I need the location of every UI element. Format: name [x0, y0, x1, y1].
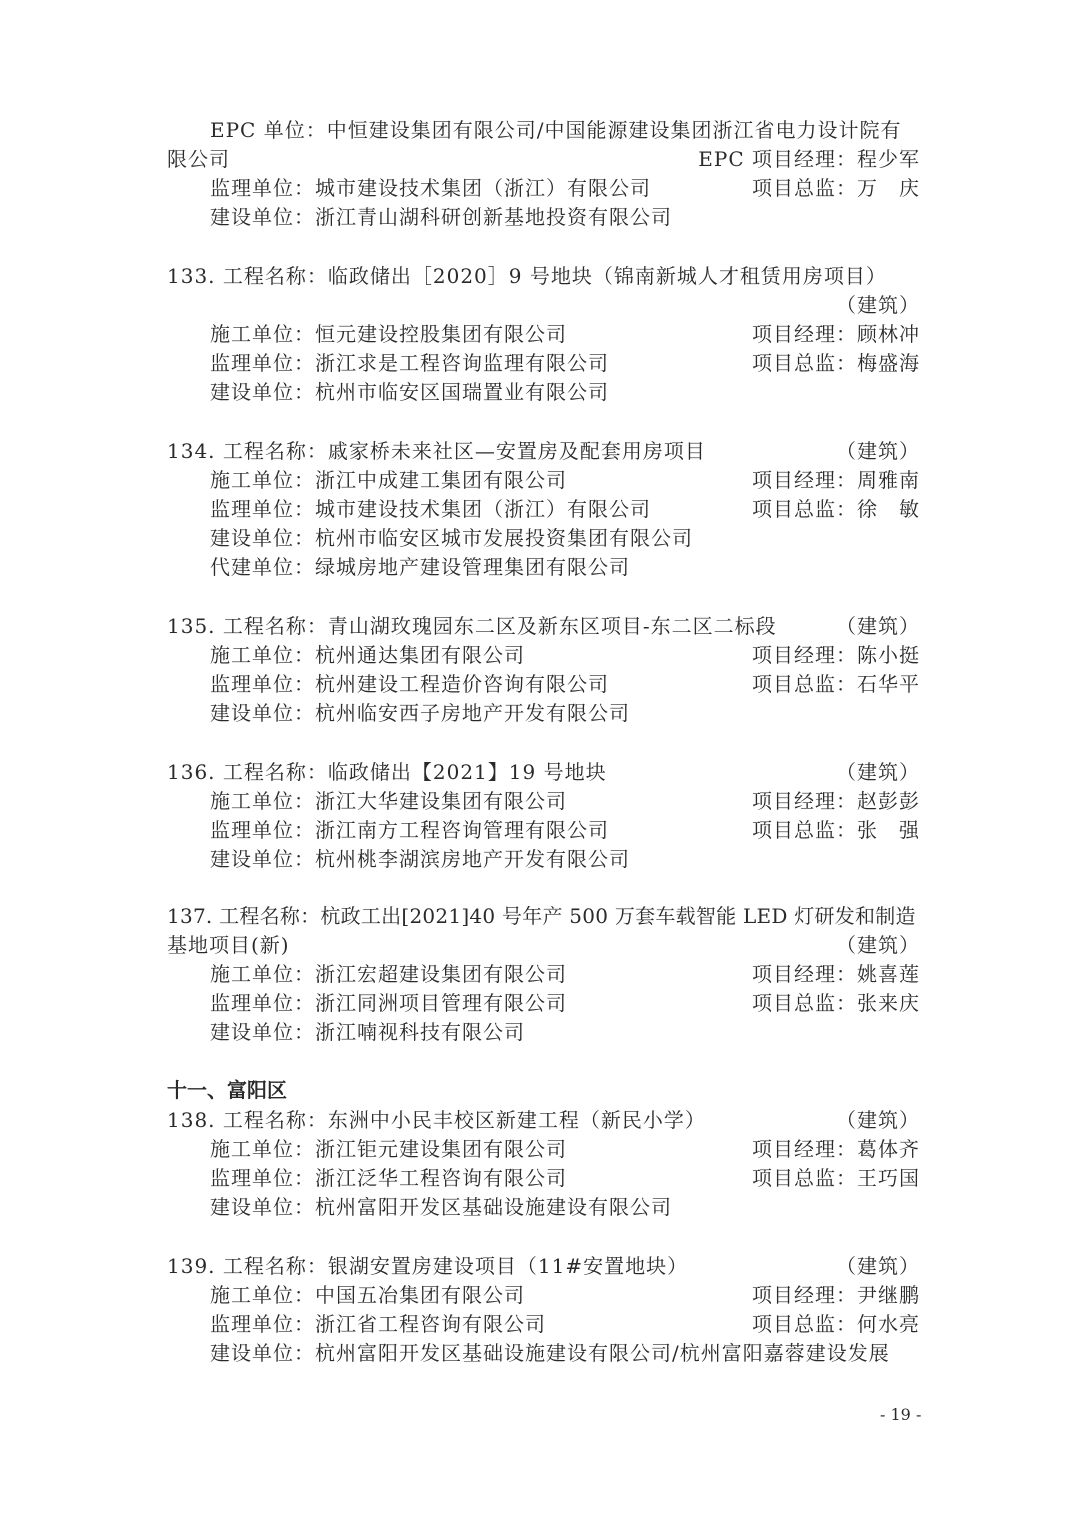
project-135-builder-line	[210, 699, 920, 727]
project-137-builder-line	[210, 1018, 920, 1046]
project-137-title-cont-line	[167, 931, 920, 959]
project-133-title-line	[167, 262, 920, 290]
project-title: 138. 工程名称：东洲中小民丰校区新建工程（新民小学）	[167, 1108, 706, 1132]
project-manager: 项目经理：尹继鹏	[752, 1283, 920, 1307]
supervisor-unit: 监理单位：杭州建设工程造价咨询有限公司	[210, 672, 609, 696]
project-133-category-line	[167, 291, 920, 319]
project-chief: 项目总监：张来庆	[752, 991, 920, 1015]
construction-unit: 施工单位：浙江大华建设集团有限公司	[210, 789, 567, 813]
project-137-title-line	[167, 902, 920, 930]
project-133-builder-line	[210, 378, 920, 406]
supervisor-unit: 监理单位：城市建设技术集团（浙江）有限公司	[210, 497, 651, 521]
epc-unit-cont: 限公司	[167, 147, 230, 171]
project-title: 133. 工程名称：临政储出［2020］9 号地块（锦南新城人才租赁用房项目）	[167, 264, 887, 288]
project-139-title-line	[167, 1252, 920, 1280]
epc-manager: EPC 项目经理：程少军	[698, 147, 920, 171]
project-134-agent-line	[210, 553, 920, 581]
builder-unit: 建设单位：杭州富阳开发区基础设施建设有限公司	[210, 1195, 672, 1219]
project-137-supervisor-line	[210, 989, 920, 1017]
project-chief: 项目总监：梅盛海	[752, 351, 920, 375]
supervisor-unit: 监理单位：城市建设技术集团（浙江）有限公司	[210, 176, 651, 200]
intro-builder-line	[210, 203, 920, 231]
project-139-construction-line	[210, 1281, 920, 1309]
project-title: 136. 工程名称：临政储出【2021】19 号地块	[167, 760, 607, 784]
builder-unit: 建设单位：杭州富阳开发区基础设施建设有限公司/杭州富阳嘉蓉建设发展	[210, 1341, 890, 1365]
builder-unit: 建设单位：杭州临安西子房地产开发有限公司	[210, 701, 630, 725]
project-manager: 项目经理：顾林冲	[752, 322, 920, 346]
project-category: （建筑）	[836, 439, 920, 463]
builder-unit: 建设单位：杭州市临安区城市发展投资集团有限公司	[210, 526, 693, 550]
project-manager: 项目经理：葛体齐	[752, 1137, 920, 1161]
project-133-supervisor-line	[210, 349, 920, 377]
section-heading: 十一、富阳区	[167, 1078, 287, 1102]
supervisor-unit: 监理单位：浙江同洲项目管理有限公司	[210, 991, 567, 1015]
project-136-construction-line	[210, 787, 920, 815]
project-135-title-line	[167, 612, 920, 640]
project-title-cont: 基地项目(新)	[167, 933, 290, 957]
construction-unit: 施工单位：浙江钜元建设集团有限公司	[210, 1137, 567, 1161]
project-134-construction-line	[210, 466, 920, 494]
project-135-supervisor-line	[210, 670, 920, 698]
project-manager: 项目经理：陈小挺	[752, 643, 920, 667]
intro-supervisor-line	[210, 174, 920, 202]
construction-unit: 施工单位：恒元建设控股集团有限公司	[210, 322, 567, 346]
builder-unit: 建设单位：杭州桃李湖滨房地产开发有限公司	[210, 847, 630, 871]
project-chief: 项目总监：王巧国	[752, 1166, 920, 1190]
supervisor-unit: 监理单位：浙江省工程咨询有限公司	[210, 1312, 546, 1336]
project-chief: 项目总监：张 强	[752, 818, 920, 842]
project-category: （建筑）	[836, 293, 920, 317]
project-title: 134. 工程名称：戚家桥未来社区—安置房及配套用房项目	[167, 439, 706, 463]
project-136-title-line	[167, 758, 920, 786]
project-134-supervisor-line	[210, 495, 920, 523]
project-chief: 项目总监：徐 敏	[752, 497, 920, 521]
supervisor-unit: 监理单位：浙江求是工程咨询监理有限公司	[210, 351, 609, 375]
supervisor-unit: 监理单位：浙江泛华工程咨询有限公司	[210, 1166, 567, 1190]
supervisor-unit: 监理单位：浙江南方工程咨询管理有限公司	[210, 818, 609, 842]
project-134-builder-line	[210, 524, 920, 552]
project-category: （建筑）	[836, 1254, 920, 1278]
project-136-builder-line	[210, 845, 920, 873]
project-manager: 项目经理：姚喜莲	[752, 962, 920, 986]
builder-unit: 建设单位：浙江青山湖科研创新基地投资有限公司	[210, 205, 672, 229]
project-138-construction-line	[210, 1135, 920, 1163]
project-manager: 项目经理：周雅南	[752, 468, 920, 492]
builder-unit: 建设单位：杭州市临安区国瑞置业有限公司	[210, 380, 609, 404]
project-134-title-line	[167, 437, 920, 465]
project-category: （建筑）	[836, 760, 920, 784]
epc-unit: EPC 单位：中恒建设集团有限公司/中国能源建设集团浙江省电力设计院有	[210, 118, 902, 142]
builder-unit: 建设单位：浙江喃视科技有限公司	[210, 1020, 525, 1044]
project-136-supervisor-line	[210, 816, 920, 844]
project-title: 137. 工程名称：杭政工出[2021]40 号年产 500 万套车载智能 LED 灯研发和制造	[167, 904, 916, 928]
project-category: （建筑）	[836, 933, 920, 957]
project-138-title-line	[167, 1106, 920, 1134]
project-category: （建筑）	[836, 1108, 920, 1132]
project-139-builder-line	[210, 1339, 920, 1367]
agent-unit: 代建单位：绿城房地产建设管理集团有限公司	[210, 555, 630, 579]
project-135-construction-line	[210, 641, 920, 669]
epc-unit-line	[210, 116, 920, 144]
epc-unit-cont-line	[167, 145, 920, 173]
project-chief: 项目总监：何水亮	[752, 1312, 920, 1336]
project-category: （建筑）	[836, 614, 920, 638]
project-133-construction-line	[210, 320, 920, 348]
construction-unit: 施工单位：浙江宏超建设集团有限公司	[210, 962, 567, 986]
project-chief: 项目总监：石华平	[752, 672, 920, 696]
construction-unit: 施工单位：浙江中成建工集团有限公司	[210, 468, 567, 492]
supervisor-chief: 项目总监：万 庆	[752, 176, 920, 200]
project-138-builder-line	[210, 1193, 920, 1221]
project-137-construction-line	[210, 960, 920, 988]
project-139-supervisor-line	[210, 1310, 920, 1338]
project-138-supervisor-line	[210, 1164, 920, 1192]
construction-unit: 施工单位：中国五冶集团有限公司	[210, 1283, 525, 1307]
project-title: 135. 工程名称：青山湖玫瑰园东二区及新东区项目-东二区二标段	[167, 614, 777, 638]
page-number: - 19 -	[880, 1405, 922, 1424]
project-title: 139. 工程名称：银湖安置房建设项目（11#安置地块）	[167, 1254, 689, 1278]
project-manager: 项目经理：赵彭彭	[752, 789, 920, 813]
construction-unit: 施工单位：杭州通达集团有限公司	[210, 643, 525, 667]
